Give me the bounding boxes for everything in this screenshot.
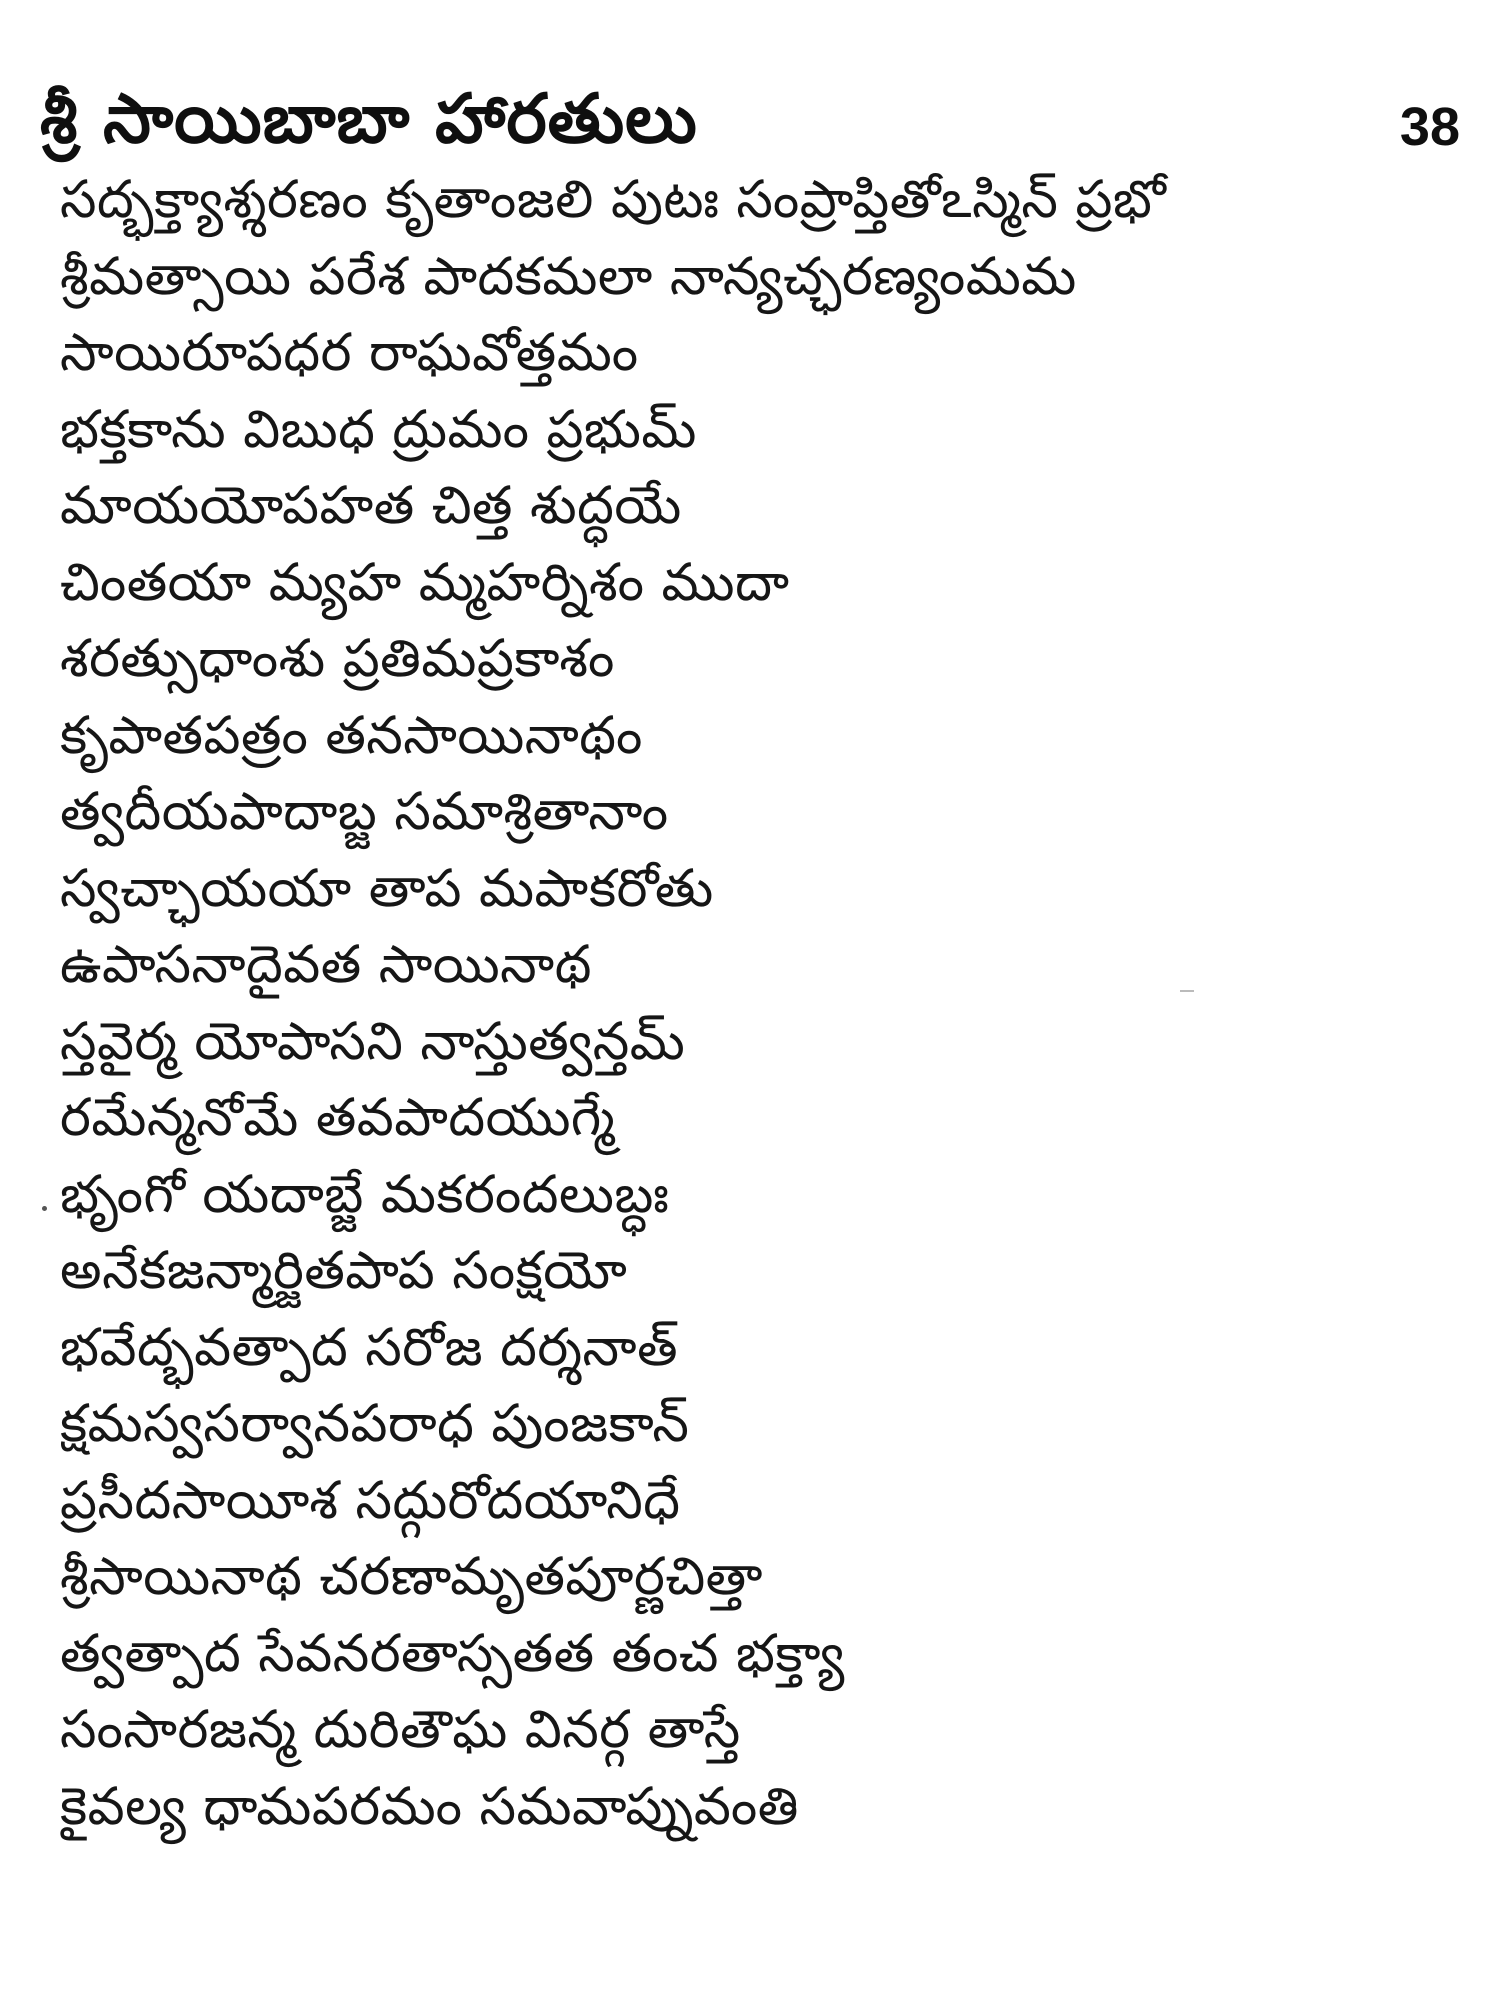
verse-line: భక్తకాను విబుధ ద్రుమం ప్రభుమ్ — [60, 399, 697, 460]
verse-line: త్వదీయపాదాబ్జ సమాశ్రితానాం — [60, 782, 669, 842]
verse-line: భృంగో యదాబ్జే మకరందలుబ్ధః — [60, 1164, 670, 1225]
verse-line: స్తవైర్మ యోపాసని నాస్తుత్వన్తమ్ — [60, 1011, 686, 1072]
verse-line: సాయిరూపధర రాఘవోత్తమం — [60, 323, 639, 383]
verse-line: సంసారజన్మ దురితౌఘ వినర్గ తాస్తే — [60, 1700, 741, 1760]
verse-line: శరత్సుధాంశు ప్రతిమప్రకాశం — [60, 629, 615, 689]
verse-line: మాయయోపహత చిత్త శుద్ధయే — [60, 476, 682, 536]
verse-line: శ్రీసాయినాథ చరణామృతపూర్ణచిత్తా — [60, 1547, 763, 1607]
verse-line: స్వచ్ఛాయయా తాప మపాకరోతు — [60, 858, 714, 919]
verse-line: సద్భక్త్యాశ్శరణం కృతాంజలి పుటః సంప్రాప్తితోఽస్మిన్ ప్రభో — [60, 170, 1167, 230]
verse-line: ప్రసీదసాయీశ సద్గురోదయానిధే — [60, 1470, 681, 1531]
scan-speck — [42, 1206, 47, 1211]
page-title: శ్రీ సాయిబాబా హారతులు — [40, 80, 698, 159]
verse-list — [60, 162, 1420, 1845]
verse-line: చింతయా మ్యహ మ్మహర్నిశం ముదా — [60, 552, 790, 613]
verse-line: రమేన్మనోమే తవపాదయుగ్మే — [60, 1088, 616, 1148]
verse-line: ఉపాసనాదైవత సాయినాథ — [60, 935, 592, 995]
verse-line: త్వత్పాద సేవనరతాస్సతత తంచ భక్త్యా — [60, 1623, 845, 1684]
scan-speck — [1180, 990, 1194, 992]
verse-line: క్షమస్వసర్వానపరాధ పుంజకాన్ — [60, 1394, 690, 1454]
verse-line: అనేకజన్మార్జితపాప సంక్షయో — [60, 1241, 628, 1301]
verse-line: కృపాతపత్రం తనసాయినాథం — [60, 705, 643, 766]
verse-line: కైవల్య ధామపరమం సమవాప్నువంతి — [60, 1776, 799, 1837]
page-number: 38 — [1399, 97, 1460, 157]
verse-line: భవేద్భవత్పాద సరోజ దర్శనాత్ — [60, 1317, 679, 1378]
verse-line: శ్రీమత్సాయి పరేశ పాదకమలా నాన్యచ్ఛరణ్యంమమ — [60, 246, 1077, 307]
